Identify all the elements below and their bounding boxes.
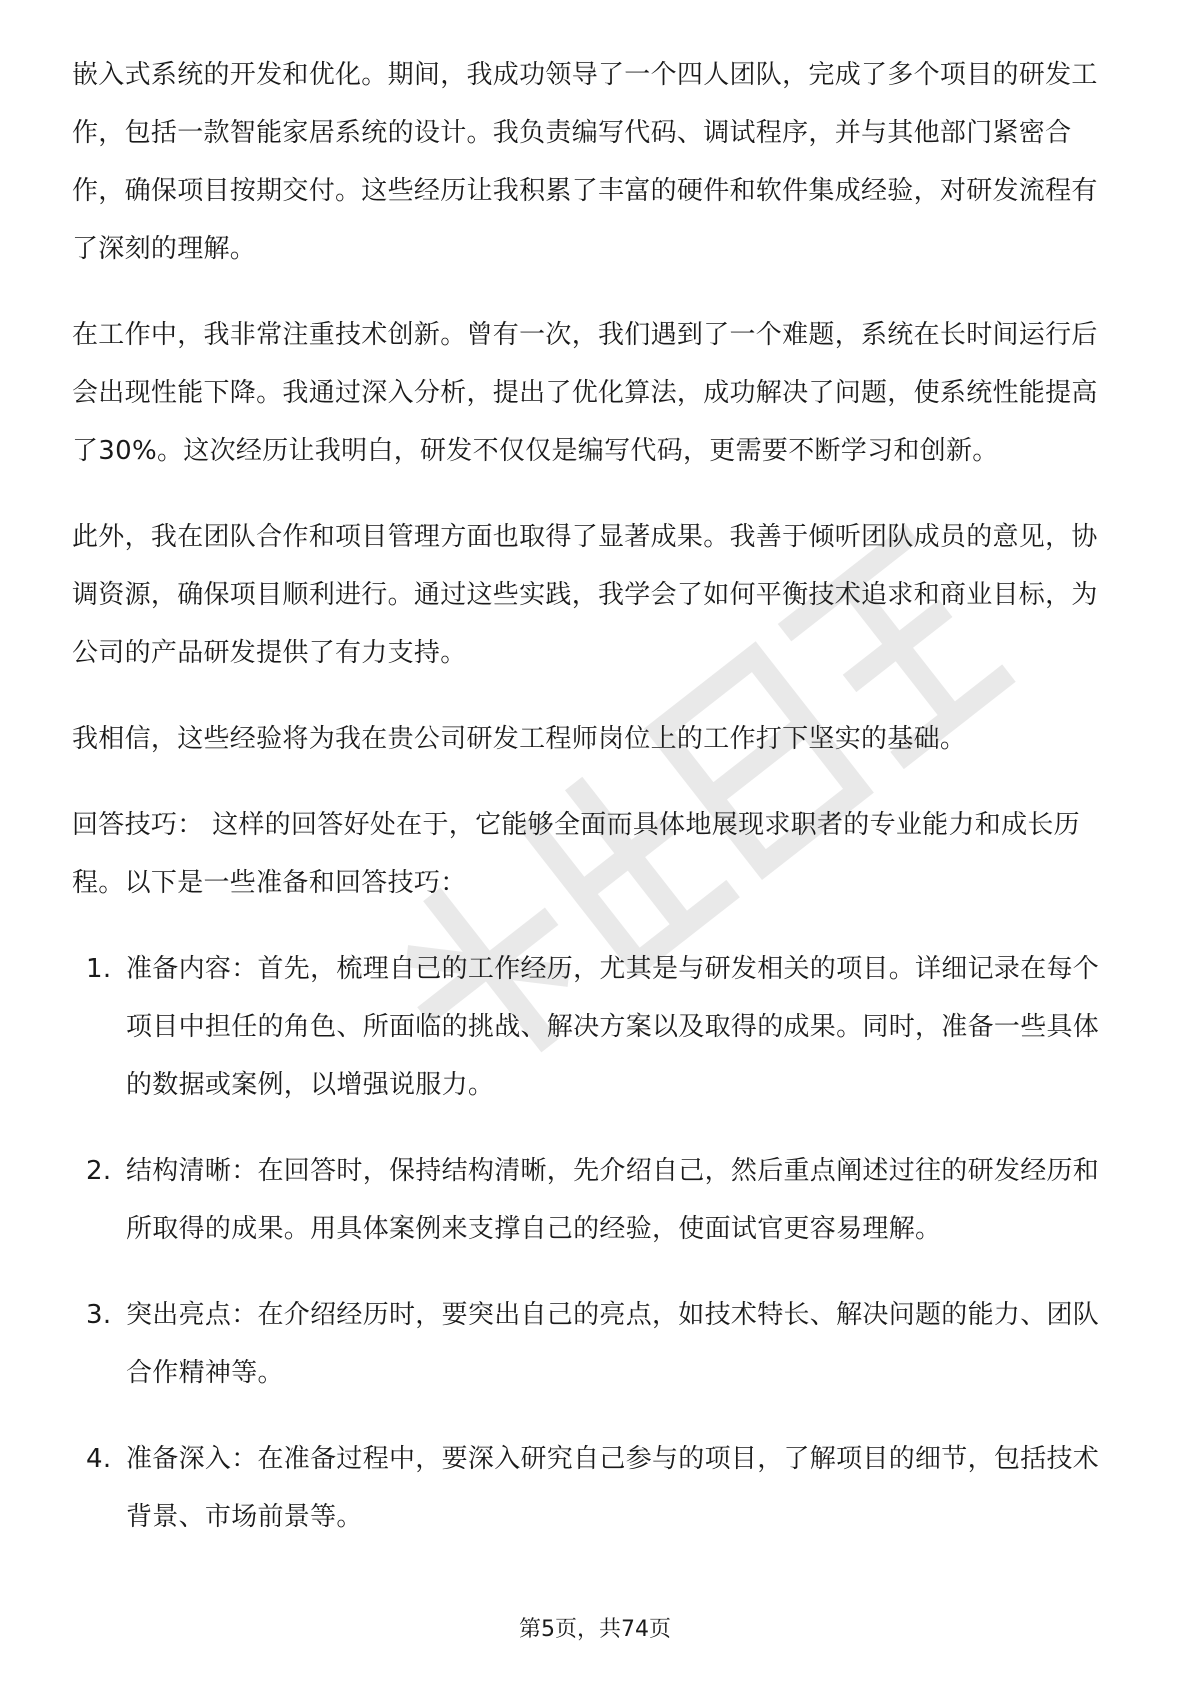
- list-item-text: 准备深入：在准备过程中，要深入研究自己参与的项目，了解项目的细节，包括技术背景、市场前景等。: [126, 1444, 1100, 1532]
- list-item-text: 准备内容：首先，梳理自己的工作经历，尤其是与研发相关的项目。详细记录在每个项目中担任的角色、所面临的挑战、解决方案以及取得的成果。同时，准备一些具体的数据或案例，以增强说服力。: [126, 954, 1100, 1100]
- list-item-text: 结构清晰：在回答时，保持结构清晰，先介绍自己，然后重点阐述过往的研发经历和所取得的成果。用具体案例来支撑自己的经验，使面试官更容易理解。: [126, 1156, 1100, 1244]
- list-item-number: 3.: [86, 1300, 112, 1330]
- list-item-number: 2.: [86, 1156, 112, 1186]
- paragraph-conclusion: 我相信，这些经验将为我在贵公司研发工程师岗位上的工作打下坚实的基础。: [72, 724, 967, 754]
- page-number-label: 第5页，共74页: [519, 1617, 671, 1642]
- list-item-number: 4.: [86, 1444, 112, 1474]
- list-item: [72, 940, 1118, 1114]
- tips-list: [72, 940, 1118, 1546]
- main-content: [72, 46, 1118, 1574]
- paragraph-teamwork: 此外，我在团队合作和项目管理方面也取得了显著成果。我善于倾听团队成员的意见，协调资源，确保项目顺利进行。通过这些实践，我学会了如何平衡技术追求和商业目标，为公司的产品研发提供了有力支持。: [72, 522, 1098, 668]
- list-item: [72, 1286, 1118, 1402]
- paragraph-experience: 嵌入式系统的开发和优化。期间，我成功领导了一个四人团队，完成了多个项目的研发工作，包括一款智能家居系统的设计。我负责编写代码、调试程序，并与其他部门紧密合作，确保项目按期交付。这些经历让我积累了丰富的硬件和软件集成经验，对研发流程有了深刻的理解。: [72, 60, 1098, 264]
- paragraph-innovation: 在工作中，我非常注重技术创新。曾有一次，我们遇到了一个难题，系统在长时间运行后会出现性能下降。我通过深入分析，提出了优化算法，成功解决了问题，使系统性能提高了30%。这次经历让我明白，研发不仅仅是编写代码，更需要不断学习和创新。: [72, 320, 1098, 466]
- watermark-text: 职业资讯: [300, 470, 304, 471]
- list-item-number: 1.: [86, 954, 112, 984]
- page-footer: [0, 1615, 1190, 1645]
- list-item: [72, 1142, 1118, 1258]
- list-item-text: 突出亮点：在介绍经历时，要突出自己的亮点，如技术特长、解决问题的能力、团队合作精神等。: [126, 1300, 1100, 1388]
- list-item: [72, 1430, 1118, 1546]
- paragraph-answer-tips: 回答技巧： 这样的回答好处在于，它能够全面而具体地展现求职者的专业能力和成长历程。以下是一些准备和回答技巧：: [72, 810, 1080, 898]
